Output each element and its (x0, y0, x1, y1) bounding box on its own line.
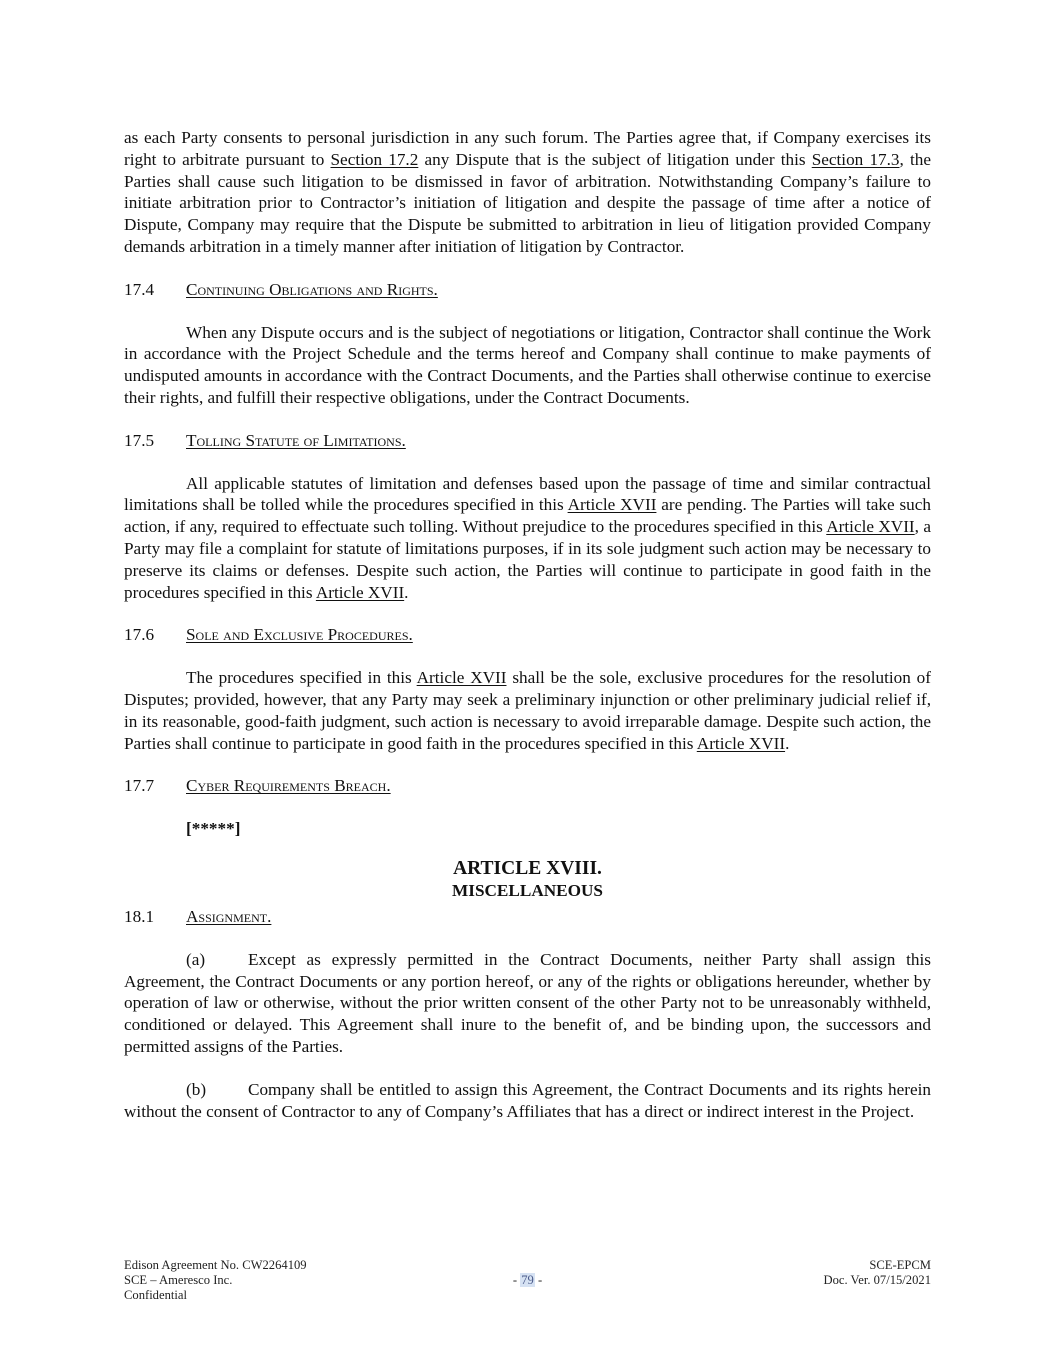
article-xvii-link[interactable]: Article XVII (826, 517, 915, 537)
paragraph-18-1-b: (b) Company shall be entitled to assign this Agreement, the Contract Documents and its rights herein without the consent of Contractor to any of Company’s Affiliates that has a direct or indirect interest in the Project. (124, 1079, 931, 1121)
article-heading (124, 858, 931, 901)
parties-line: SCE – Ameresco Inc. (124, 1273, 233, 1288)
section-heading-17-7 (124, 775, 931, 797)
section-title: Continuing Obligations and Rights. (186, 279, 438, 299)
section-number: 17.7 (124, 776, 155, 796)
paragraph-17-6: The procedures specified in this Article XVII shall be the sole, exclusive procedures for the resolution of Disputes; provided, however, that any Party may seek a preliminary injunction or other preliminary judicial relief if, in its reasonable, good-faith judgment, such action is necessary to avoid irreparable damage. Despite such action, the Parties shall continue to participate in good faith in the procedures specified in this Article XVII. (124, 668, 931, 753)
page-number-line: - 79 - (512, 1273, 543, 1288)
document-page (124, 124, 931, 1122)
confidential-label: Confidential (124, 1288, 187, 1303)
subsection-label: (b) (186, 1079, 207, 1099)
subsection-label: (a) (186, 949, 206, 969)
redacted-text: [*****] (186, 819, 241, 839)
section-heading-17-5 (124, 430, 931, 452)
article-xvii-link[interactable]: Article XVII (696, 733, 786, 753)
article-xvii-link[interactable]: Article XVII (567, 495, 657, 515)
section-heading-17-6 (124, 624, 931, 646)
paragraph-17-5: All applicable statutes of limitation and defenses based upon the passage of time and similar contractual limitations shall be tolled while the procedures specified in this Article XVII are pending. The Parties will take such action, if any, required to effectuate such tolling. Without prejudice to the procedures specified in this Article XVII, a Party may file a complaint for statute of limitations purposes, if in its sole judgment such action may be necessary to preserve its claims or defenses. Despite such action, the Parties will continue to participate in good faith in the procedures specified in this Article XVII. (124, 473, 931, 602)
section-title: Sole and Exclusive Procedures. (186, 625, 413, 645)
article-subtitle: MISCELLANEOUS (452, 880, 603, 900)
section-title: Tolling Statute of Limitations. (186, 430, 406, 450)
section-number: 17.6 (124, 625, 155, 645)
agreement-number: Edison Agreement No. CW2264109 (124, 1258, 307, 1272)
section-number: 17.5 (124, 430, 155, 450)
article-title: ARTICLE XVIII. (453, 857, 602, 879)
section-heading-17-4 (124, 279, 931, 301)
paragraph-17-3-continuation: as each Party consents to personal jurisdiction in any such forum. The Parties agree that, if Company exercises its right to arbitrate pursuant to Section 17.2 any Dispute that is the subject of litigation under this Section 17.3, the Parties shall cause such litigation to be dismissed in favor of arbitration. Notwithstanding Company’s failure to initiate arbitration prior to Contractor’s initiation of litigation and despite the passage of time after a notice of Dispute, Company may require that the Dispute be submitted to arbitration in lieu of litigation provided Company demands arbitration in a timely manner after initiation of litigation by Contractor. (124, 128, 931, 256)
section-number: 18.1 (124, 906, 155, 926)
article-xvii-link[interactable]: Article XVII (416, 668, 507, 688)
document-version: Doc. Ver. 07/15/2021 (823, 1273, 931, 1288)
page-number: 79 (521, 1273, 534, 1288)
section-title: Cyber Requirements Breach. (186, 776, 391, 796)
section-17-2-link[interactable]: Section 17.2 (330, 149, 419, 169)
section-title: Assignment. (186, 906, 272, 926)
section-17-3-link[interactable]: Section 17.3 (811, 149, 900, 169)
footer-right (823, 1258, 931, 1288)
section-heading-18-1 (124, 906, 931, 928)
document-code: SCE-EPCM (869, 1258, 931, 1272)
paragraph-17-4: When any Dispute occurs and is the subject of negotiations or litigation, Contractor shall continue the Work in accordance with the Project Schedule and the terms hereof and Company shall continue to make payments of undisputed amounts in accordance with the Contract Documents, and the Parties shall otherwise continue to exercise their rights, and fulfill their respective obligations, under the Contract Documents. (124, 322, 931, 407)
article-xvii-link[interactable]: Article XVII (315, 582, 405, 602)
section-number: 17.4 (124, 279, 155, 299)
paragraph-18-1-a: (a) Except as expressly permitted in the Contract Documents, neither Party shall assign this Agreement, the Contract Documents or any portion hereof, or any of the rights or obligations hereunder, whether by operation of law or otherwise, without the prior written consent of the other Party not to be unreasonably withheld, conditioned or delayed. This Agreement shall inure to the benefit of, and be binding upon, the successors and permitted assigns of the Parties. (124, 949, 931, 1056)
